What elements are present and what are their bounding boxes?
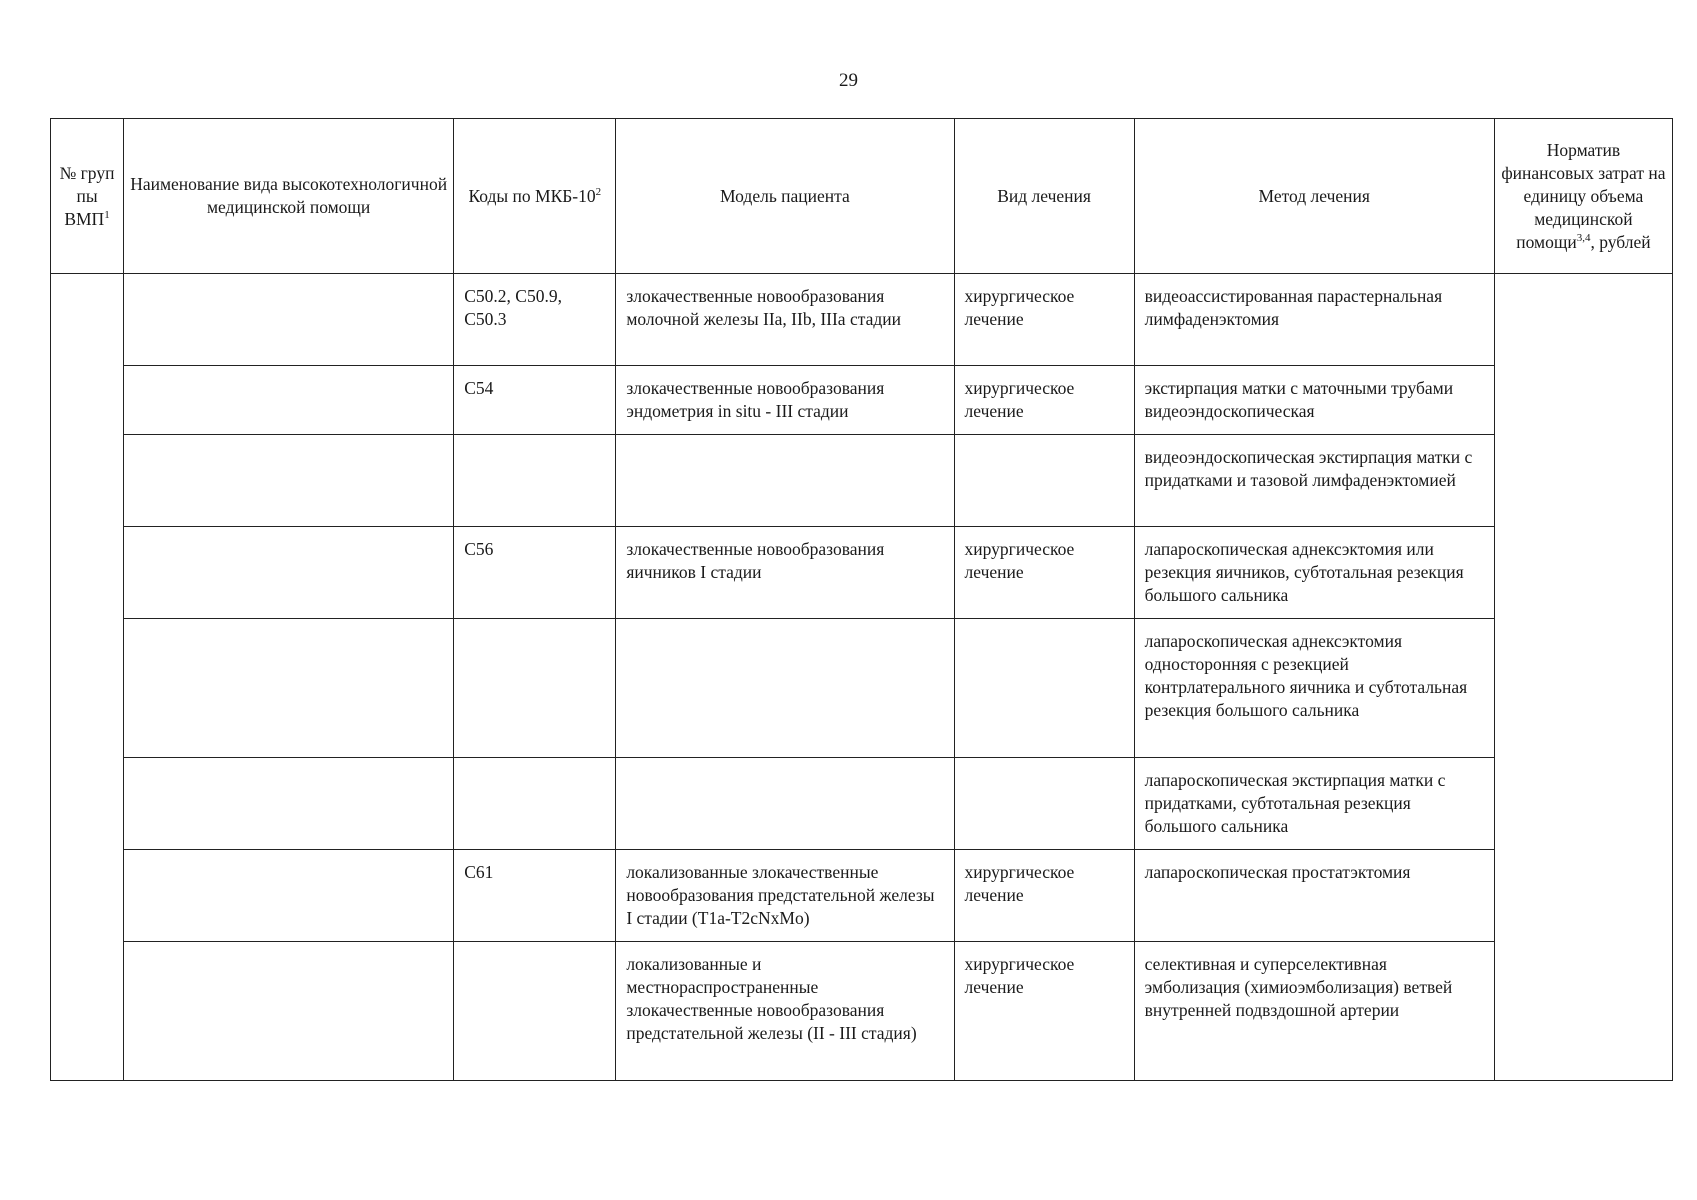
method-cell: лапароскопическая экстирпация матки с придатками, субтотальная резекция большого сальника — [1134, 758, 1494, 850]
name-cell — [124, 758, 454, 850]
method-cell: видеоассистированная парастернальная лимфаденэктомия — [1134, 274, 1494, 366]
name-cell — [124, 366, 454, 435]
codes-cell — [454, 619, 616, 758]
name-cell — [124, 850, 454, 942]
group-no-cell — [51, 274, 124, 1081]
header-codes: Коды по МКБ-$10^2$ — [454, 119, 616, 274]
table-row — [51, 942, 1673, 1081]
name-cell — [124, 619, 454, 758]
table-row — [51, 435, 1673, 527]
model-cell: злокачественные новообразования яичников I стадии — [616, 527, 954, 619]
treatment-type-cell: хирургическое лечение — [954, 527, 1134, 619]
treatment-type-cell: хирургическое лечение — [954, 366, 1134, 435]
method-cell: экстирпация матки с маточными трубами видеоэндоскопическая — [1134, 366, 1494, 435]
vmp-table — [50, 118, 1673, 1081]
model-cell — [616, 619, 954, 758]
name-cell — [124, 527, 454, 619]
treatment-type-cell: хирургическое лечение — [954, 942, 1134, 1081]
codes-cell — [454, 758, 616, 850]
norm-cell — [1494, 274, 1672, 1081]
method-cell: селективная и суперселективная эмболизация (химиоэмболизация) ветвей внутренней подвздошной артерии — [1134, 942, 1494, 1081]
table-row — [51, 619, 1673, 758]
treatment-type-cell: хирургическое лечение — [954, 850, 1134, 942]
codes-cell — [454, 942, 616, 1081]
model-cell — [616, 435, 954, 527]
treatment-type-cell — [954, 758, 1134, 850]
name-cell — [124, 435, 454, 527]
table-row — [51, 274, 1673, 366]
table-row — [51, 850, 1673, 942]
header-method: Метод лечения — [1134, 119, 1494, 274]
model-cell: злокачественные новообразования молочной железы IIa, IIb, IIIa стадии — [616, 274, 954, 366]
table-row — [51, 758, 1673, 850]
name-cell — [124, 274, 454, 366]
treatment-type-cell — [954, 435, 1134, 527]
name-cell — [124, 942, 454, 1081]
codes-cell: C61 — [454, 850, 616, 942]
model-cell: злокачественные новообразования эндометрия in situ - III стадии — [616, 366, 954, 435]
method-cell: лапароскопическая аднексэктомия или резекция яичников, субтотальная резекция большого сальника — [1134, 527, 1494, 619]
header-norm: Норматив финансовых затрат на единицу объема медицинской помощи$^{3,4}$, рублей — [1494, 119, 1672, 274]
method-cell: лапароскопическая простатэктомия — [1134, 850, 1494, 942]
codes-cell: C56 — [454, 527, 616, 619]
header-row — [51, 119, 1673, 274]
method-cell: видеоэндоскопическая экстирпация матки с придатками и тазовой лимфаденэктомией — [1134, 435, 1494, 527]
table-row — [51, 527, 1673, 619]
model-cell — [616, 758, 954, 850]
header-name: Наименование вида высокотехнологичной медицинской помощи — [124, 119, 454, 274]
header-model: Модель пациента — [616, 119, 954, 274]
method-cell: лапароскопическая аднексэктомия односторонняя с резекцией контрлатерального яичника и субтотальная резекция большого сальника — [1134, 619, 1494, 758]
treatment-type-cell: хирургическое лечение — [954, 274, 1134, 366]
codes-cell — [454, 435, 616, 527]
model-cell: локализованные и местнораспространенные злокачественные новообразования предстательной железы (II - III стадия) — [616, 942, 954, 1081]
header-group-no: № груп пы ВМП$^1$ — [51, 119, 124, 274]
codes-cell: C54 — [454, 366, 616, 435]
model-cell: локализованные злокачественные новообразования предстательной железы I стадии (T1a-T2cNxMo) — [616, 850, 954, 942]
page-number: 29 — [839, 70, 858, 91]
header-treatment-type: Вид лечения — [954, 119, 1134, 274]
table-row — [51, 366, 1673, 435]
codes-cell: C50.2, C50.9, C50.3 — [454, 274, 616, 366]
treatment-type-cell — [954, 619, 1134, 758]
